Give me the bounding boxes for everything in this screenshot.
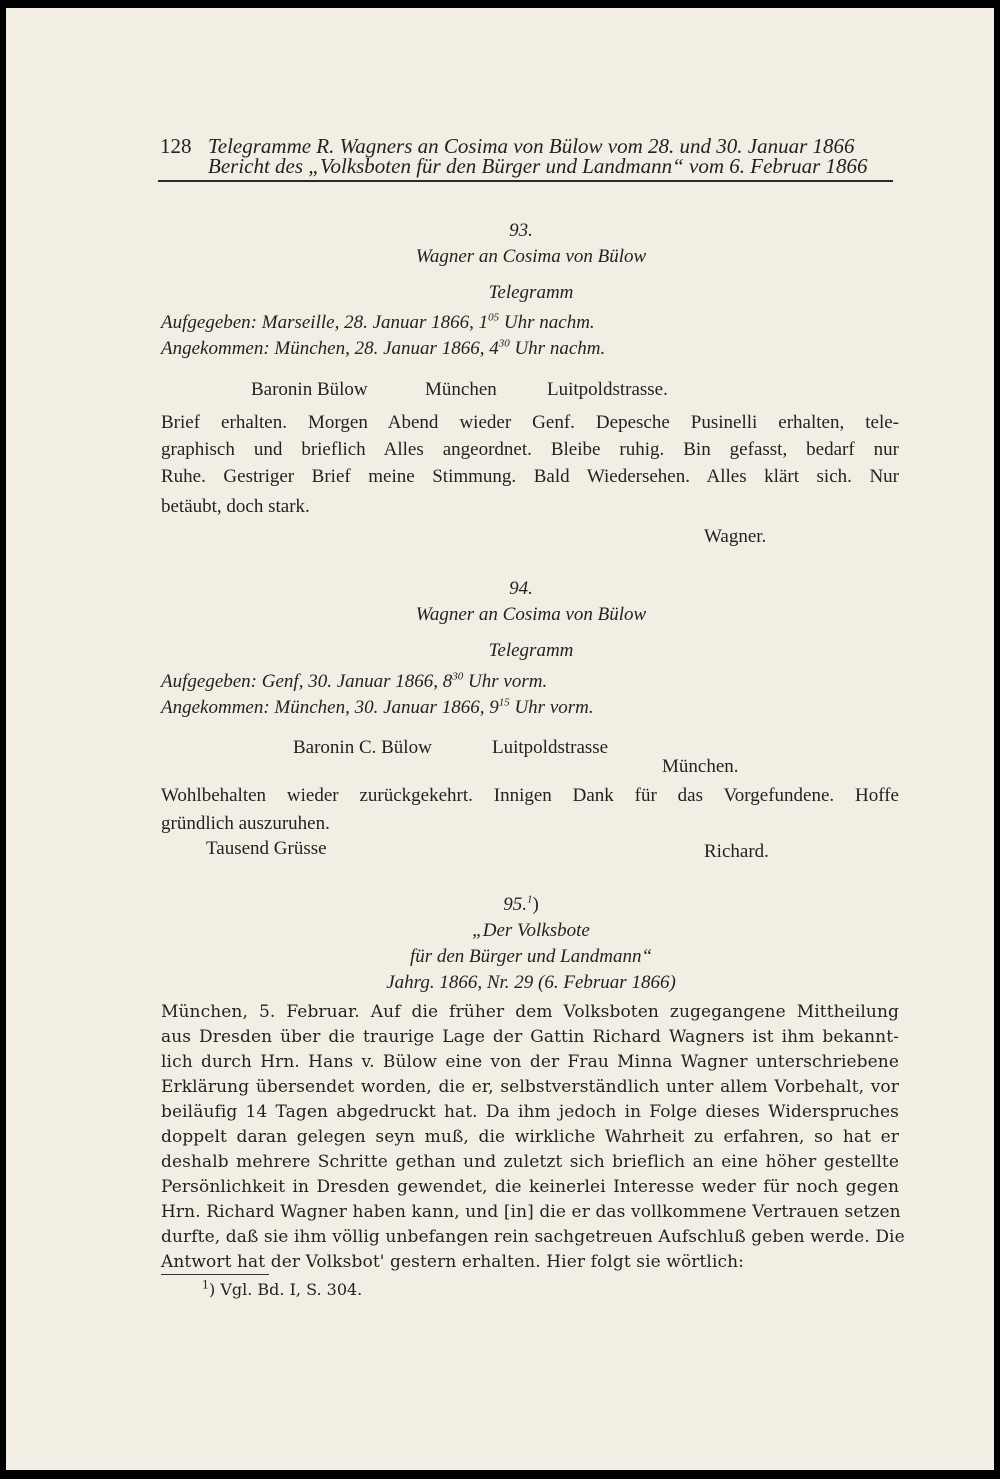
section-95-body-line: Hrn. Richard Wagner haben kann, und [in] die er das vollkommene Vertrauen setzen [161, 1202, 901, 1222]
section-94-angekommen-minutes: 15 [498, 696, 510, 709]
section-95-number-text: 95. [503, 894, 527, 915]
running-head-line1: Telegramme R. Wagners an Cosima von Bülow vom 28. und 30. Januar 1866 [208, 134, 855, 158]
section-93-addr-city: München [425, 379, 497, 400]
section-95-body-line: aus Dresden über die traurige Lage der Gattin Richard Wagners ist ihm bekannt- [161, 1027, 899, 1047]
section-94-body-line2: gründlich auszuruhen. [161, 813, 330, 834]
section-95-body-line: durfte, daß sie ihm völlig unbefangen rein sachgetreuen Aufschluß geben werde. Die [161, 1227, 905, 1247]
section-94-addr-city: München. [662, 756, 739, 777]
section-93-title: Wagner an Cosima von Bülow [415, 246, 647, 267]
section-95-body-line: deshalb mehrere Schritte gethan und zuletzt sich brieflich an eine höher gestellte [161, 1152, 899, 1172]
section-94-addr-street: Luitpoldstrasse [492, 737, 609, 758]
section-95-title1: „Der Volksbote [472, 920, 590, 941]
section-93-angekommen-text: Angekommen: München, 28. Januar 1866, 4 [161, 338, 499, 359]
section-93-number: 93. [509, 220, 533, 241]
section-94-aufgegeben-text: Aufgegeben: Genf, 30. Januar 1866, 8 [161, 671, 453, 692]
section-94-angekommen-text: Angekommen: München, 30. Januar 1866, 9 [161, 697, 499, 718]
section-94-type: Telegramm [488, 640, 574, 661]
section-95-body-line: München, 5. Februar. Auf die früher dem Volksboten zugegangene Mittheilung [161, 1002, 899, 1022]
header-rule [158, 180, 893, 182]
section-93-body-line: Brief erhalten. Morgen Abend wieder Genf. Depesche Pusinelli erhalten, tele- [161, 412, 899, 433]
section-93-body-line: Ruhe. Gestriger Brief meine Stimmung. Bald Wiedersehen. Alles klärt sich. Nur [161, 466, 899, 487]
section-94-signature: Richard. [704, 841, 769, 862]
section-93-body-last: betäubt, doch stark. [161, 496, 310, 517]
section-95-footnote-ref: 1 [526, 893, 533, 906]
section-95-issue: Jahrg. 1866, Nr. 29 (6. Februar 1866) [386, 972, 676, 993]
section-94-number: 94. [509, 578, 533, 599]
section-95-title2: für den Bürger und Landmann“ [409, 946, 653, 967]
section-95-body-line: beiläufig 14 Tagen abgedruckt hat. Da ihm jedoch in Folge dieses Widerspruches [161, 1102, 899, 1122]
section-93-signature: Wagner. [704, 526, 767, 547]
section-93-aufgegeben [161, 312, 595, 334]
section-93-body-line: graphisch und brieflich Alles angeordnet. Bleibe ruhig. Bin gefasst, bedarf nur [161, 439, 899, 460]
section-94-aufgegeben [161, 671, 547, 693]
section-93-angekommen [161, 338, 605, 360]
section-93-angekommen-suffix: Uhr nachm. [509, 338, 606, 359]
section-94-angekommen-suffix: Uhr vorm. [509, 697, 594, 718]
footnote-marker: 1 [202, 1278, 209, 1292]
section-94-angekommen [161, 697, 594, 719]
footnote-rule [161, 1274, 269, 1275]
section-94-addr-name: Baronin C. Bülow [293, 737, 432, 758]
section-93-aufgegeben-text: Aufgegeben: Marseille, 28. Januar 1866, 1 [161, 312, 489, 333]
book-page [6, 8, 994, 1470]
section-93-aufgegeben-minutes: 05 [488, 311, 500, 324]
footnote: $^1$) Vgl. Bd. I, S. 304. [202, 1278, 363, 1299]
section-94-aufgegeben-minutes: 30 [452, 670, 464, 683]
section-93-addr-name: Baronin Bülow [251, 379, 368, 400]
section-95-body-line: lich durch Hrn. Hans v. Bülow eine von der Frau Minna Wagner unterschriebene [161, 1052, 899, 1072]
section-93-type: Telegramm [488, 282, 574, 303]
footnote-text: Vgl. Bd. I, S. 304. [220, 1280, 363, 1299]
section-95-body-line: doppelt daran gelegen seyn muß, die wirkliche Wahrheit zu erfahren, so hat er [161, 1127, 899, 1147]
section-94-aufgegeben-suffix: Uhr vorm. [463, 671, 548, 692]
section-95-number: 95.$^1$) [503, 893, 539, 915]
section-93-angekommen-minutes: 30 [498, 337, 510, 350]
section-94-title: Wagner an Cosima von Bülow [415, 604, 647, 625]
page-number: 128 [160, 134, 192, 158]
section-93-aufgegeben-suffix: Uhr nachm. [499, 312, 595, 333]
section-95-body-last: Antwort hat der Volksbot' gestern erhalten. Hier folgt sie wörtlich: [161, 1252, 745, 1272]
section-95-body-line: Erklärung übersendet worden, die er, selbstverständlich unter allem Vorbehalt, vor [161, 1077, 899, 1097]
section-95-body-line: Persönlichkeit in Dresden gewendet, die keinerlei Interesse weder für noch gegen [161, 1177, 899, 1197]
section-93-addr-street: Luitpoldstrasse. [547, 379, 668, 400]
running-head-line2: Bericht des „Volksboten für den Bürger und Landmann“ vom 6. Februar 1866 [208, 154, 868, 178]
section-94-body-line: Wohlbehalten wieder zurückgekehrt. Innigen Dank für das Vorgefundene. Hoffe [161, 785, 899, 806]
section-94-greeting: Tausend Grüsse [206, 838, 327, 859]
